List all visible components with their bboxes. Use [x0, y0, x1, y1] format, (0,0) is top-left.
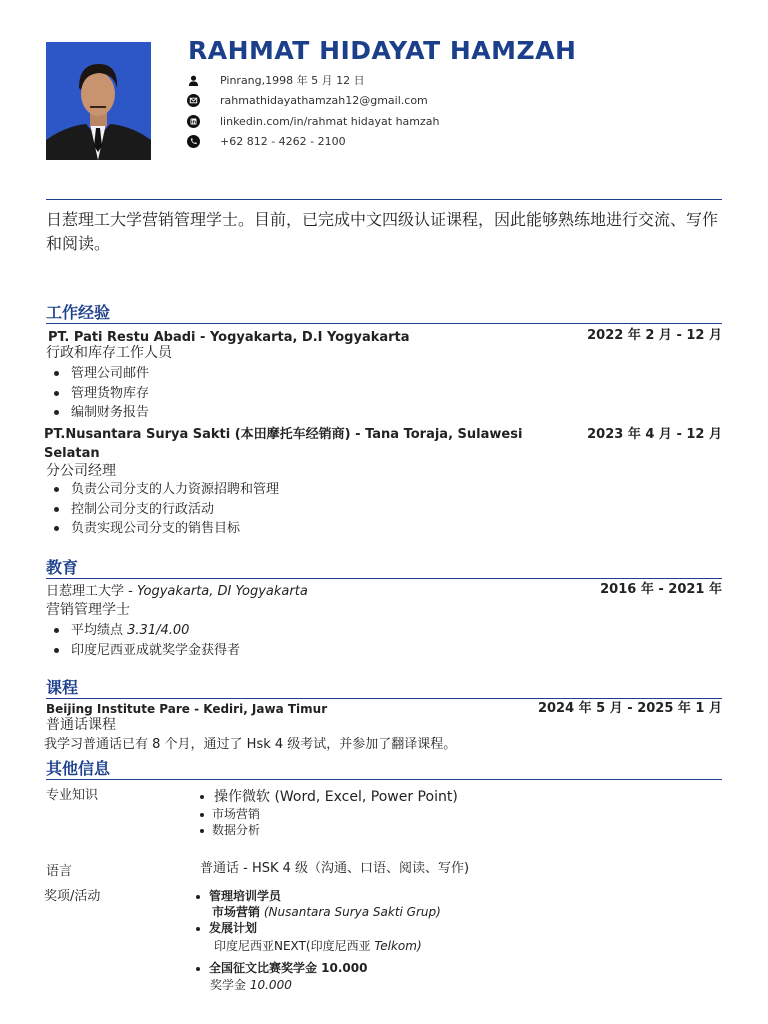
education-school-line: 日惹理工大学 - Yogyakarta, DI Yogyakarta	[46, 584, 308, 599]
birth-text: Pinrang,1998 年 5 月 12 日	[220, 74, 365, 87]
person-icon	[186, 73, 200, 87]
section-title-education: 教育	[46, 558, 79, 577]
award-item: 发展计划	[196, 920, 441, 936]
course-name: 普通话课程	[46, 717, 116, 733]
course-date: 2024 年 5 月 - 2025 年 1 月	[537, 701, 722, 716]
linkedin-text[interactable]: linkedin.com/in/rahmat hidayat hamzah	[220, 114, 440, 128]
section-title-other: 其他信息	[46, 759, 111, 778]
list-item: 负责公司分支的人力资源招聘和管理	[54, 480, 279, 500]
education-degree: 营销管理学士	[46, 602, 130, 618]
contact-linkedin[interactable]	[186, 114, 440, 128]
contact-birth	[186, 72, 365, 88]
profile-photo	[46, 42, 151, 160]
skills-list	[200, 788, 458, 838]
course-institute: Beijing Institute Pare - Kediri, Jawa Timur	[46, 702, 328, 716]
list-item: 负责实现公司分支的销售目标	[54, 519, 279, 539]
education-list	[54, 621, 240, 660]
job1-company: PT. Pati Restu Abadi - Yogyakarta, D.I Yogyakarta	[48, 330, 410, 345]
other-divider	[46, 779, 722, 780]
award-sub: 印度尼西亚NEXT(印度尼西亚 Telkom)	[214, 939, 422, 953]
course-desc: 我学习普通话已有 8 个月，通过了 Hsk 4 级考试，并参加了翻译课程。	[44, 737, 457, 752]
email-icon	[186, 93, 200, 107]
skills-label: 专业知识	[46, 788, 99, 803]
job1-list	[54, 364, 149, 423]
school-location: Yogyakarta, DI Yogyakarta	[136, 584, 308, 599]
course-divider	[46, 698, 722, 699]
language-label: 语言	[46, 864, 73, 879]
header-divider	[46, 199, 722, 200]
job2-company-line2: Selatan	[44, 446, 100, 461]
contact-phone[interactable]	[186, 134, 346, 148]
awards-list	[196, 888, 441, 993]
contact-email[interactable]	[186, 93, 428, 107]
email-text[interactable]: rahmathidayathamzah12@gmail.com	[220, 93, 428, 107]
education-date: 2016 年 - 2021 年	[600, 582, 722, 597]
school-name: 日惹理工大学	[46, 584, 125, 599]
job2-date: 2023 年 4 月 - 12 月	[587, 427, 722, 442]
award-item: 全国征文比赛奖学金 10.000	[196, 960, 441, 976]
list-item: 平均绩点 3.31/4.00	[54, 621, 240, 641]
work-divider	[46, 323, 722, 324]
award-sub: 奖学金 10.000	[210, 978, 292, 992]
job1-date: 2022 年 2 月 - 12 月	[587, 328, 722, 343]
list-item: 控制公司分支的行政活动	[54, 500, 279, 520]
linkedin-icon	[186, 114, 200, 128]
person-name: RAHMAT HIDAYAT HAMZAH	[188, 36, 577, 65]
education-divider	[46, 578, 722, 579]
job2-company-line1: PT.Nusantara Surya Sakti (本田摩托车经销商) - Tana Toraja, Sulawesi	[44, 427, 523, 442]
svg-text:in: in	[190, 119, 196, 126]
job1-role: 行政和库存工作人员	[46, 345, 172, 361]
list-item: 印度尼西亚成就奖学金获得者	[54, 641, 240, 661]
section-title-course: 课程	[46, 678, 79, 697]
award-item: 管理培训学员	[196, 888, 441, 904]
phone-text[interactable]: +62 812 - 4262 - 2100	[220, 134, 346, 148]
job2-role: 分公司经理	[46, 463, 116, 479]
list-item: 管理公司邮件	[54, 364, 149, 384]
list-item: 编制财务报告	[54, 403, 149, 423]
list-item: 数据分析	[200, 822, 458, 838]
list-item: 管理货物库存	[54, 384, 149, 404]
phone-icon	[186, 134, 200, 148]
job2-list	[54, 480, 279, 539]
summary-text: 日惹理工大学营销管理学士。目前，已完成中文四级认证课程，因此能够熟练地进行交流、写作和阅读。	[46, 210, 719, 253]
language-value: 普通话 - HSK 4 级（沟通、口语、阅读、写作)	[200, 861, 470, 876]
list-item: 操作微软 (Word, Excel, Power Point)	[200, 788, 458, 806]
section-title-work: 工作经验	[46, 303, 111, 322]
awards-label: 奖项/活动	[44, 889, 101, 904]
award-sub: 市场营销 (Nusantara Surya Sakti Grup)	[212, 905, 441, 919]
list-item: 市场营销	[200, 806, 458, 822]
